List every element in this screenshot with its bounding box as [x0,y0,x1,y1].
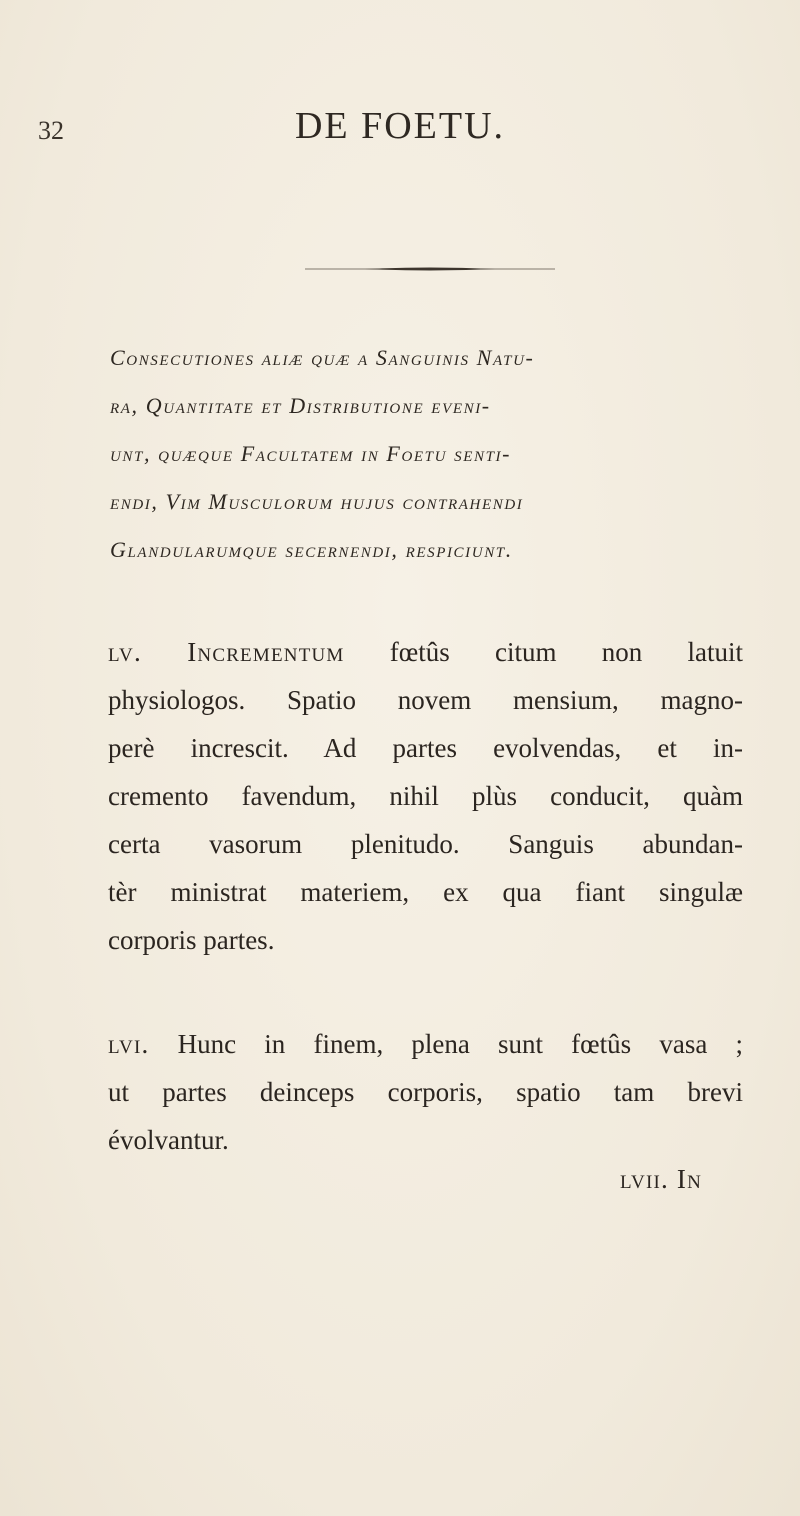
paragraph-number: lv. [108,637,142,667]
paragraph-line [108,628,743,676]
paragraph-line: physiologos. Spatio novem mensium, magno- [108,685,743,715]
catchword: lvii. In [620,1164,703,1194]
ornamental-rule [305,266,555,270]
paragraph-line: tèr ministrat materiem, ex qua fiant singulæ [108,877,743,907]
paragraph-number: lvi. [108,1029,150,1059]
paragraph-line: ut partes deinceps corporis, spatio tam brevi [108,1077,743,1107]
heading-line: Consecutiones aliæ quæ a Sanguinis Natu- [110,345,535,370]
paragraph-line: cremento favendum, nihil plùs conducit, quàm [108,781,743,811]
paragraph-line: certa vasorum plenitudo. Sanguis abundan- [108,829,743,859]
lead-word: Incrementum [187,637,345,667]
paragraph-line [108,1020,743,1068]
page-number: 32 [38,116,64,145]
section-heading [110,334,730,574]
running-head: DE FOETU. [294,105,506,147]
heading-line: endi, Vim Musculorum hujus contrahendi [110,489,524,514]
heading-line: unt, quæque Facultatem in Foetu senti- [110,441,512,466]
heading-line: Glandularumque secernendi, respiciunt. [110,537,513,562]
paragraph-lv [108,628,743,964]
paragraph-line: évolvantur. [108,1125,229,1155]
heading-line: ra, Quantitate et Distributione eveni- [110,393,491,418]
line-text: fœtûs citum non latuit [389,637,744,667]
paragraph-line: perè increscit. Ad partes evolvendas, et in- [108,733,743,763]
paragraph-line: corporis partes. [108,925,275,955]
line-text: Hunc in finem, plena sunt fœtûs vasa ; [177,1029,743,1059]
paragraph-lvi [108,1020,743,1164]
